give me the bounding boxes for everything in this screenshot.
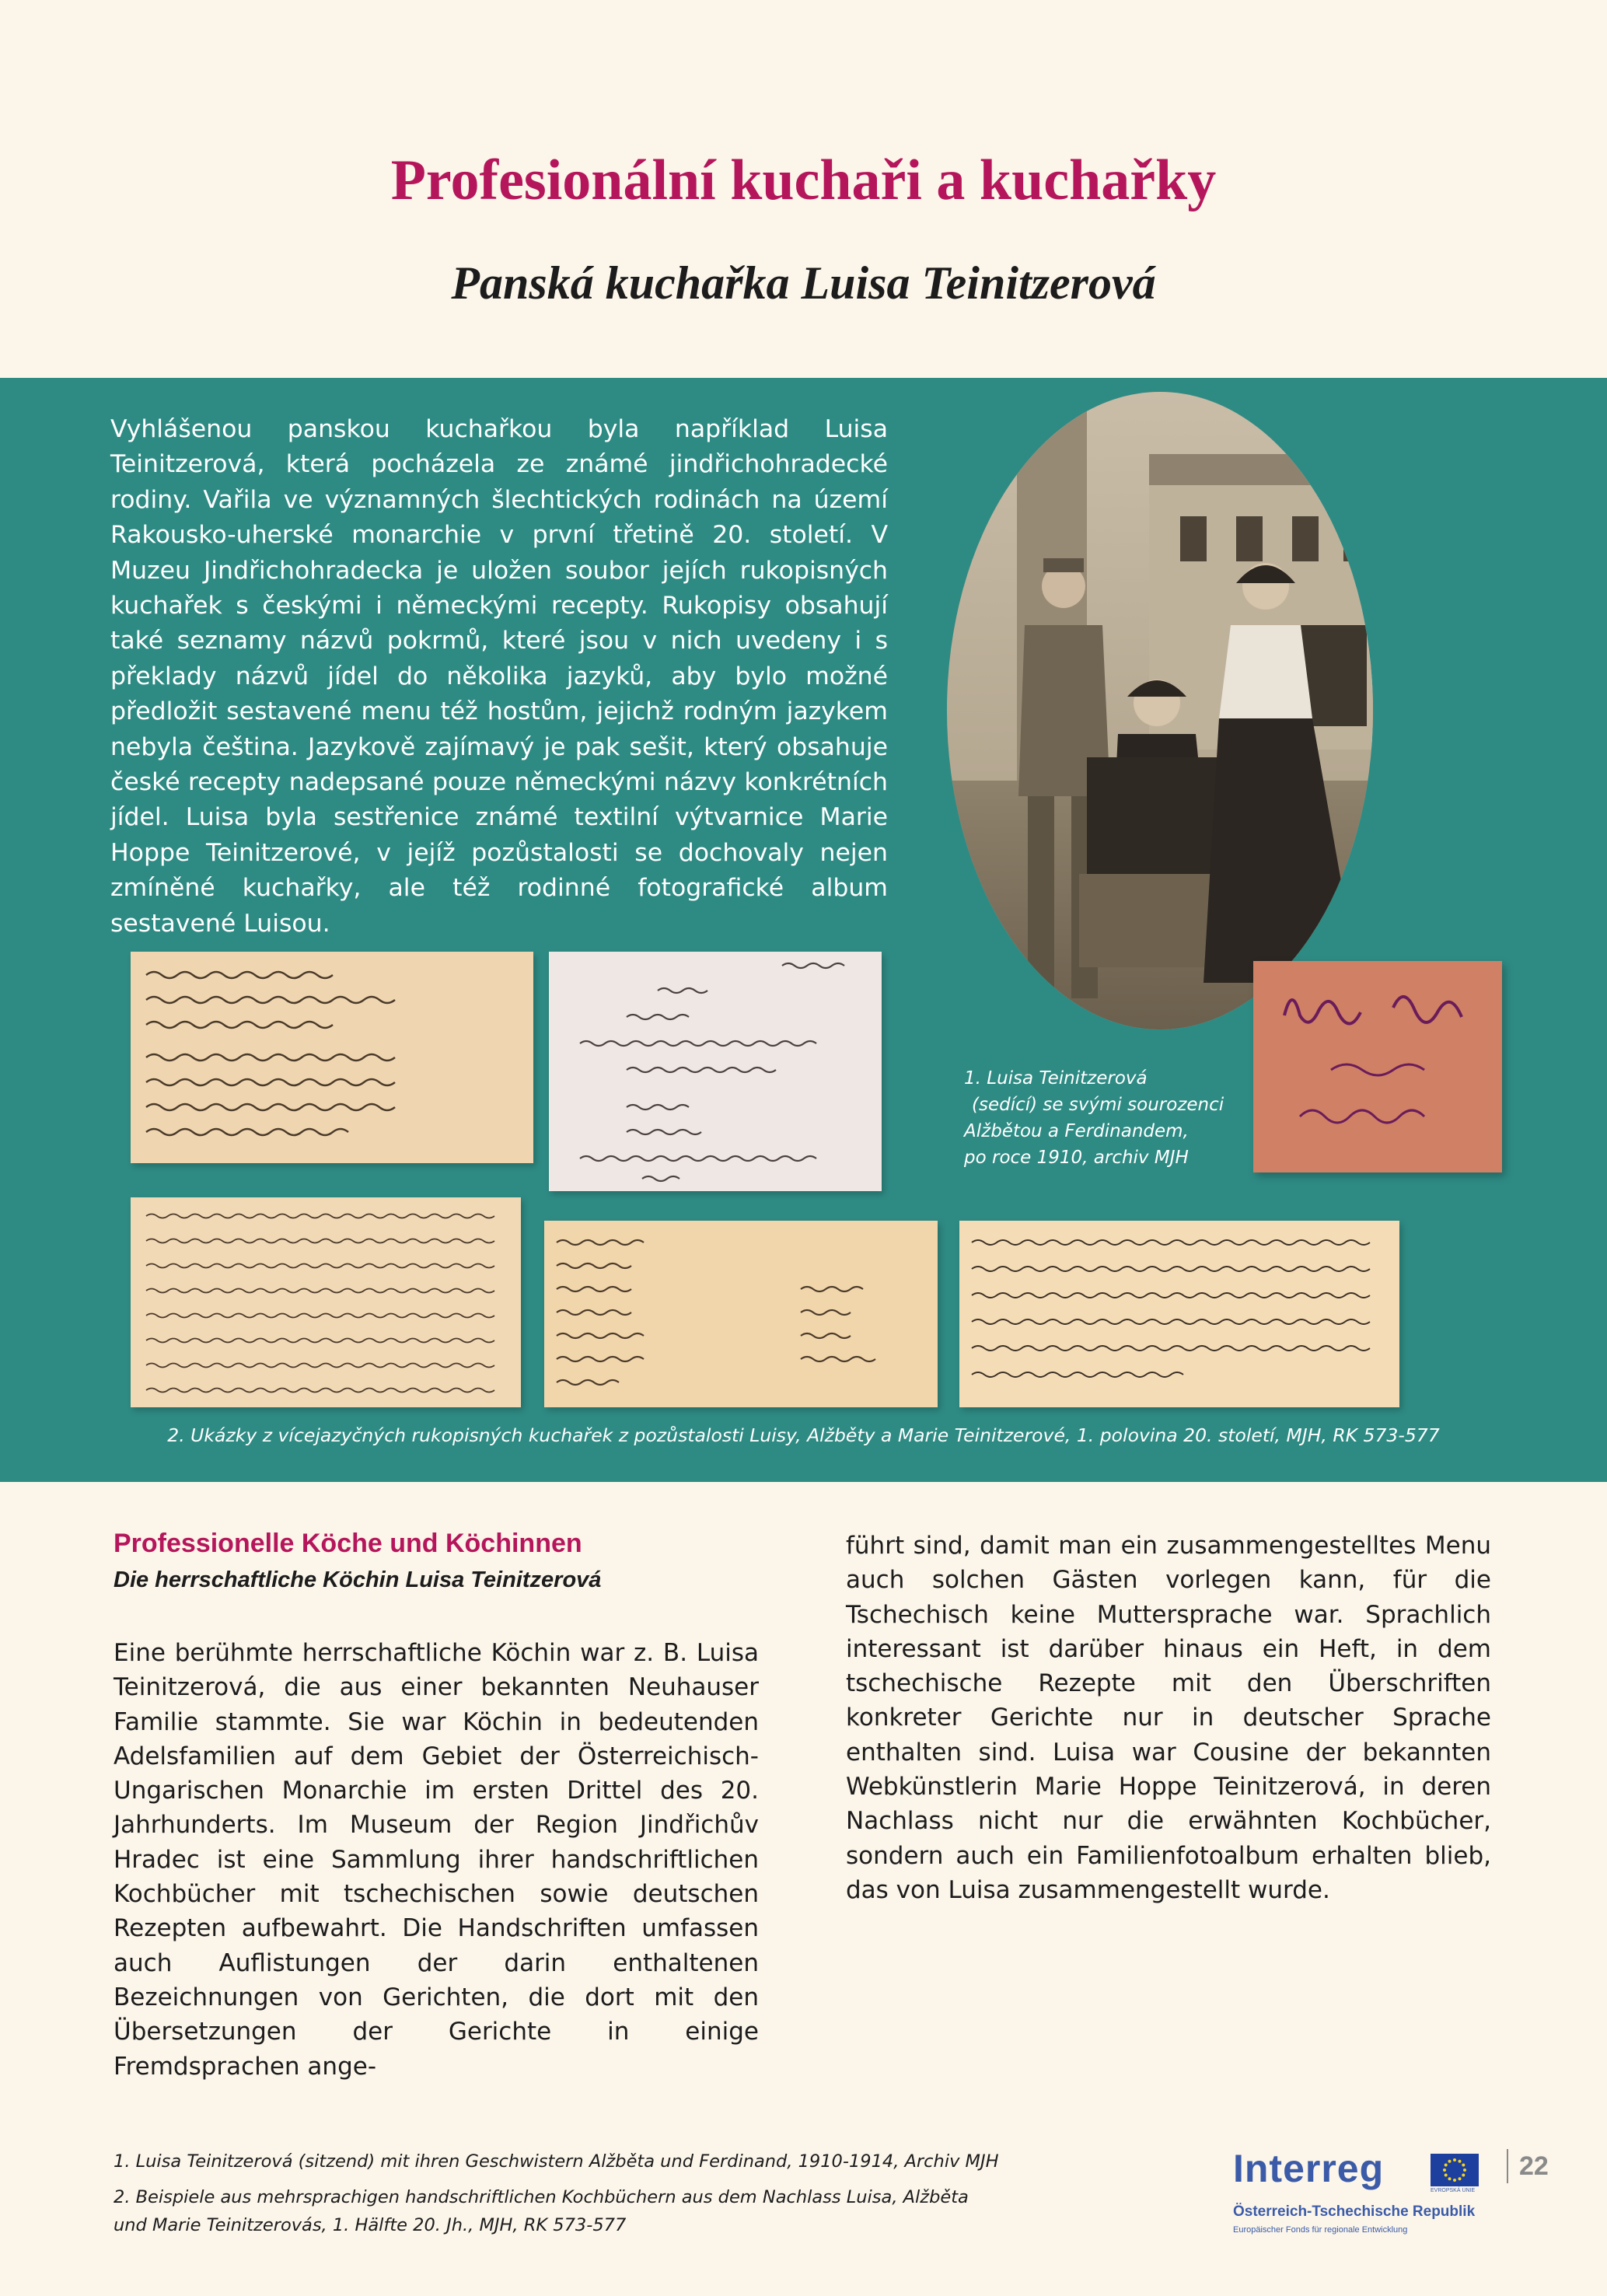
handwritten-name-card — [1253, 961, 1502, 1172]
footnote: 2. Beispiele aus mehrsprachigen handschriftlichen Kochbüchern aus dem Nachlass Luisa, Alžběta — [114, 2187, 969, 2207]
manuscript-image — [544, 1221, 938, 1407]
eu-label: EVROPSKÁ UNIE — [1431, 2188, 1476, 2193]
interreg-logo — [1233, 2147, 1486, 2239]
manuscripts-caption: 2. Ukázky z vícejazyčných rukopisných kuchařek z pozůstalosti Luisy, Alžběty a Marie Teinitzerové, 1. polovina 20. století, MJH, RK 573-577 — [167, 1424, 1440, 1446]
photo-caption-line: Alžbětou a Ferdinandem, — [964, 1121, 1189, 1141]
manuscript-image — [131, 952, 533, 1163]
footnotes — [114, 2147, 1046, 2239]
photo-caption — [964, 1065, 1275, 1171]
photo-caption-line: (sedící) se svými sourozenci — [972, 1095, 1224, 1115]
page-subtitle: Panská kuchařka Luisa Teinitzerová — [451, 257, 1156, 309]
fund-name: Europäischer Fonds für regionale Entwicklung — [1233, 2225, 1408, 2235]
programme-name: Österreich-Tschechische Republik — [1233, 2203, 1476, 2220]
german-text-column-1: Eine berühmte herrschaftliche Köchin war z. B. Luisa Teinitzerová, die aus einer bekannten Neuhauser Familie stammte. Sie war Köchin in bedeutenden Adelsfamilien auf dem Gebiet der Österreichisch-Ungarischen Monarchie im ersten Drittel des 20. Jahrhunderts. Im Museum der Region Jindřichův Hradec ist eine Sammlung ihrer handschriftlichen Kochbücher mit tschechischen sowie deutschen Rezepten aufbewahrt. Die Handschriften umfassen auch Auflistungen der darin enthaltenen Bezeichnungen von Gerichten, die dort mit den Übersetzungen der Gerichte in einige Fremdsprachen ange- — [114, 1639, 759, 2081]
czech-text: Vyhlášenou panskou kuchařkou byla například Luisa Teinitzerová, která pocházela ze známé jindřichohradecké rodiny. Vařila ve významných šlechtických rodinách na území Rakousko-uherské monarchie v první třetině 20. století. V Muzeu Jindřichohradecka je uložen soubor jejích rukopisných kuchařek s českými i německými recepty. Rukopisy obsahují také seznamy názvů pokrmů, které jsou v nich uvedeny i s překlady názvů jídel do několika jazyků, aby bylo možné předložit sestavené menu též hostům, jejichž rodným jazykem nebyla čeština. Jazykově zajímavý je pak sešit, který obsahuje české recepty nadepsané pouze německými názvy konkrétních jídel. Luisa byla sestřenice známé textilní výtvarnice Marie Hoppe Teinitzerové, v jejíž pozůstalosti se dochovaly nejen zmíněné kuchařky, ale též rodinné fotografické album sestavené Luisou. — [110, 415, 888, 938]
photo-caption-line: po roce 1910, archiv MJH — [964, 1148, 1189, 1168]
manuscript-image — [549, 952, 882, 1191]
footnote: und Marie Teinitzerovás, 1. Hälfte 20. Jh., MJH, RK 573-577 — [114, 2215, 627, 2235]
page-number: 22 — [1507, 2149, 1574, 2183]
german-subtitle: Die herrschaftliche Köchin Luisa Teinitzerová — [114, 1567, 602, 1592]
german-title: Professionelle Köche und Köchinnen — [114, 1529, 582, 1558]
page-title: Profesionální kuchaři a kuchařky — [390, 149, 1217, 212]
photo-caption-line: 1. Luisa Teinitzerová — [964, 1068, 1148, 1089]
family-photo — [947, 392, 1373, 1029]
interreg-wordmark: Interreg — [1233, 2147, 1385, 2190]
german-text-column-2: führt sind, damit man ein zusammengestelltes Menu auch solchen Gästen vorlegen kann, für die Tschechisch keine Muttersprache war. Sprachlich interessant ist darüber hinaus ein Heft, in dem tschechische Rezepte mit den Überschriften konkreter Gerichte nur in deutscher Sprache enthalten sind. Luisa war Cousine der bekannten Webkünstlerin Marie Hoppe Teinitzerová, in deren Nachlass nicht nur die erwähnten Kochbücher, sondern auch ein Familienfotoalbum erhalten blieb, das von Luisa zusammengestellt wurde. — [846, 1532, 1491, 1904]
manuscript-image — [131, 1197, 521, 1407]
manuscript-image — [959, 1221, 1399, 1407]
footnote: 1. Luisa Teinitzerová (sitzend) mit ihren Geschwistern Alžběta und Ferdinand, 1910-1914, Archiv MJH — [114, 2151, 999, 2172]
eu-flag-icon — [1431, 2154, 1479, 2186]
